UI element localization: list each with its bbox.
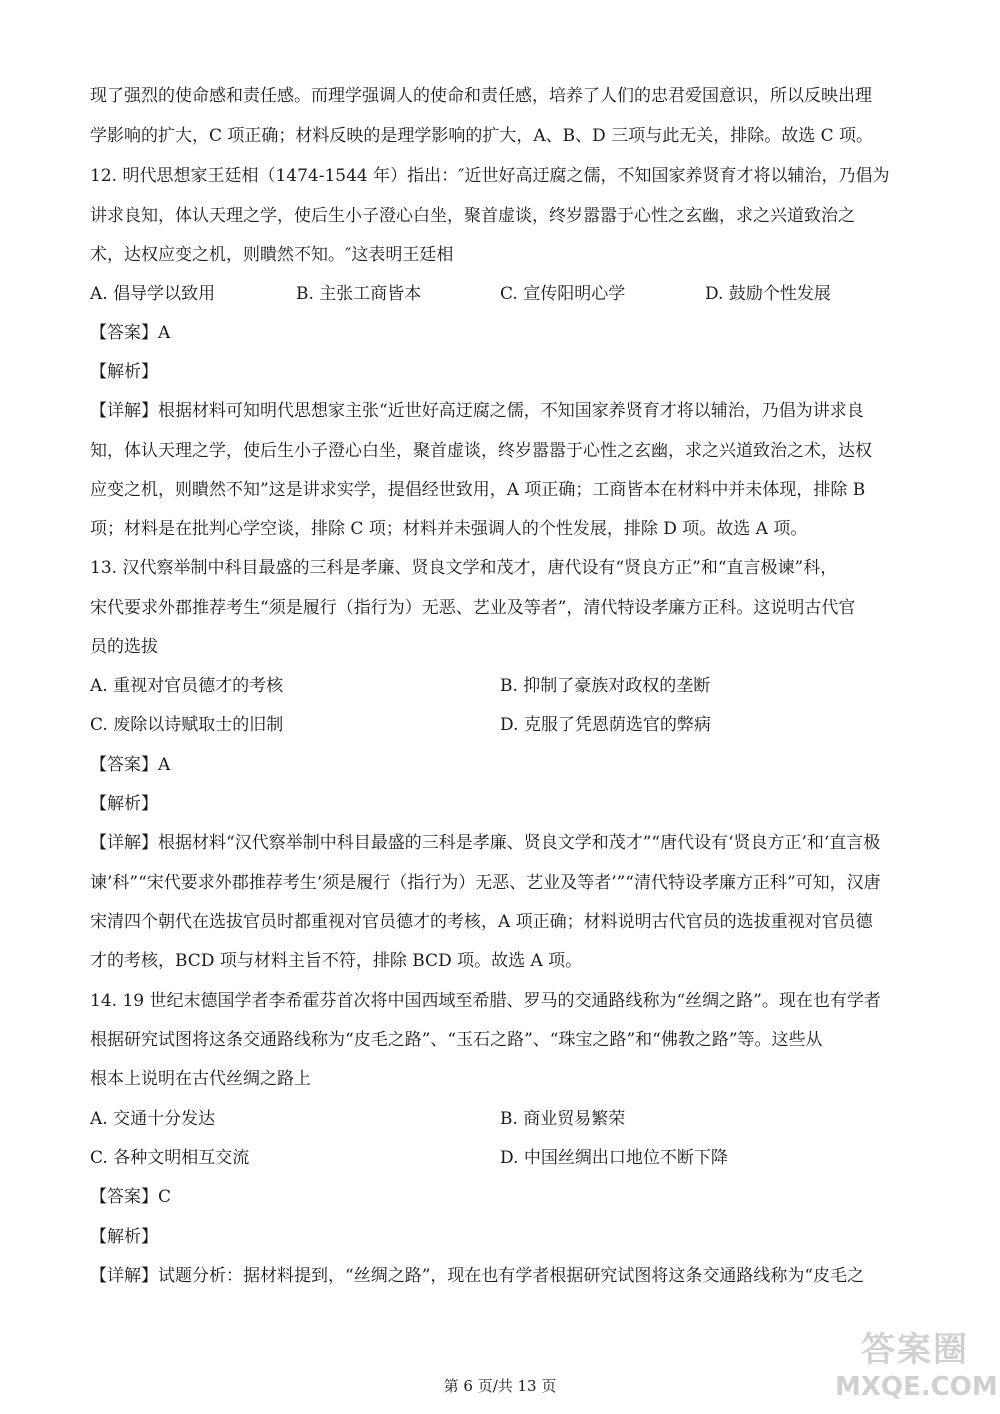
q13-analysis-heading: 【解析】 [90,794,158,814]
q14-analysis-heading: 【解析】 [90,1227,158,1247]
watermark-url: MXQE.COM [835,1372,998,1402]
q13-detail-line-1: 【详解】根据材料“汉代察举制中科目最盛的三科是孝廉、贤良文学和茂才”“唐代设有‘贤良方正’和‘直言极 [90,833,881,853]
q13-option-c: C. 废除以诗赋取士的旧制 [90,715,284,735]
q12-option-c: C. 宣传阳明心学 [500,284,626,304]
q12-detail-line-3: 应变之机，则瞶然不知”这是讲求实学，提倡经世致用，A 项正确；工商皆本在材料中并未体现，排除 B [90,480,866,500]
q14-stem-line-3: 根本上说明在古代丝绸之路上 [90,1069,311,1089]
q12-option-b: B. 主张工商皆本 [296,284,422,304]
q14-option-b: B. 商业贸易繁荣 [500,1109,626,1129]
q13-option-a: A. 重视对官员德才的考核 [90,676,284,696]
q14-option-d: D. 中国丝绸出口地位不断下降 [500,1148,728,1168]
intro-line-1: 现了强烈的使命感和责任感。而理学强调人的使命和责任感，培养了人们的忠君爱国意识，所以反映出理 [90,86,872,106]
q12-stem-line-1: 12. 明代思想家王廷相（1474-1544 年）指出：″近世好高迂腐之儒，不知国家养贤育才将以辅治，乃倡为 [90,166,890,186]
q13-option-d: D. 克服了凭恩荫选官的弊病 [500,715,711,735]
q12-detail-line-2: 知，体认天理之学，使后生小子澄心白坐，聚首虚谈，终岁嚣嚣于心性之玄幽，求之兴道致治之术，达权 [90,441,872,461]
intro-line-2: 学影响的扩大，C 项正确；材料反映的是理学影响的扩大，A、B、D 三项与此无关，排除。故选 C 项。 [90,126,874,146]
q13-stem-line-3: 员的选拔 [90,637,158,657]
q12-stem-line-3: 术，达权应变之机，则瞶然不知。″这表明王廷相 [90,245,454,265]
q14-option-c: C. 各种文明相互交流 [90,1148,250,1168]
q13-answer: 【答案】A [90,755,171,775]
q12-option-d: D. 鼓励个性发展 [705,284,831,304]
q13-detail-line-2: 谏’科”“宋代要求外郡推荐考生‘须是履行（指行为）无恶、艺业及等者’”“清代特设孝廉方正科”可知，汉唐 [90,873,881,893]
q14-stem-line-1: 14. 19 世纪末德国学者李希霍芬首次将中国西域至希腊、罗马的交通路线称为“丝绸之路”。现在也有学者 [90,991,881,1011]
watermark-logo [835,1322,998,1412]
q13-option-b: B. 抑制了豪族对政权的垄断 [500,676,711,696]
q14-answer: 【答案】C [90,1187,172,1207]
q13-detail-line-4: 才的考核，BCD 项与材料主旨不符，排除 BCD 项。故选 A 项。 [90,951,583,971]
q14-detail-line-1: 【详解】试题分析：据材料提到，“丝绸之路”，现在也有学者根据研究试图将这条交通路线称为“皮毛之 [90,1266,865,1286]
q12-detail-line-1: 【详解】根据材料可知明代思想家主张“近世好高迂腐之儒，不知国家养贤育才将以辅治，乃倡为讲求良 [90,401,864,421]
q12-stem-line-2: 讲求良知，体认天理之学，使后生小子澄心白坐，聚首虚谈，终岁嚣嚣于心性之玄幽，求之兴道致治之 [90,206,855,226]
q13-stem-line-1: 13. 汉代察举制中科目最盛的三科是孝廉、贤良文学和茂才，唐代设有“贤良方正”和“直言极谏”科， [90,558,838,578]
q13-stem-line-2: 宋代要求外郡推荐考生“须是履行（指行为）无恶、艺业及等者”，清代特设孝廉方正科。这说明古代官 [90,598,856,618]
q14-option-a: A. 交通十分发达 [90,1109,216,1129]
watermark-text: 答案圈 [861,1330,969,1370]
q12-answer: 【答案】A [90,323,171,343]
q12-analysis-heading: 【解析】 [90,362,158,382]
q12-detail-line-4: 项；材料是在批判心学空谈，排除 C 项；材料并未强调人的个性发展，排除 D 项。故选 A 项。 [90,519,808,539]
q14-stem-line-2: 根据研究试图将这条交通路线称为“皮毛之路”、“玉石之路”、“珠宝之路”和“佛教之路”等。这些从 [90,1030,823,1050]
q13-detail-line-3: 宋清四个朝代在选拔官员时都重视对官员德才的考核，A 项正确；材料说明古代官员的选拔重视对官员德 [90,912,873,932]
q12-option-a: A. 倡导学以致用 [90,284,216,304]
page-number-footer: 第 6 页/共 13 页 [443,1377,557,1395]
